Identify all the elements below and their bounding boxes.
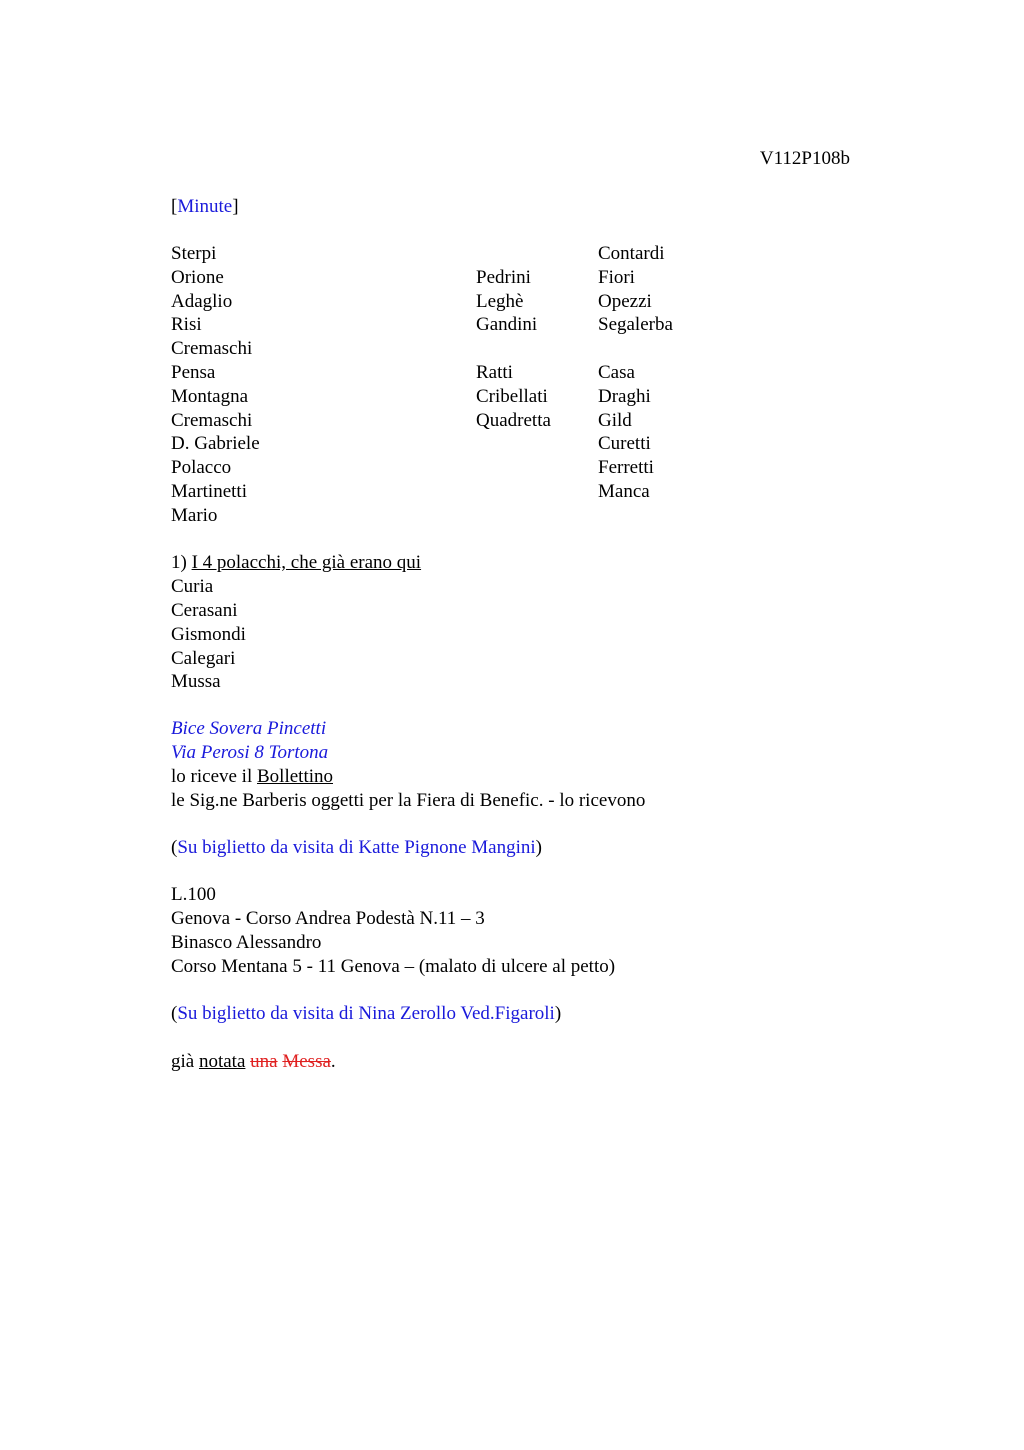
card-note-1-close: ) xyxy=(535,837,542,858)
name-right: Ferretti xyxy=(598,457,654,479)
name-left: Risi xyxy=(171,314,202,336)
name-middle: Gandini xyxy=(476,314,538,336)
name-left: Polacco xyxy=(171,457,232,479)
polish-name: Cerasani xyxy=(171,599,238,621)
name-left: Martinetti xyxy=(171,480,247,502)
address-line-2: le Sig.ne Barberis oggetti per la Fiera di Benefic. - lo ricevono xyxy=(171,789,646,811)
name-middle xyxy=(476,242,551,266)
name-middle: Cribellati xyxy=(476,385,548,407)
name-right: Contardi xyxy=(598,243,665,264)
polish-name: Mussa xyxy=(171,671,221,693)
donations-section xyxy=(171,883,615,979)
name-left: Montagna xyxy=(171,385,249,407)
final-line xyxy=(171,1050,336,1074)
name-left: Orione xyxy=(171,266,224,288)
names-column-left xyxy=(171,242,260,528)
name-left: Cremaschi xyxy=(171,338,253,360)
struck-word-1: una xyxy=(250,1051,278,1072)
donation-line: Corso Mentana 5 - 11 Genova – (malato di ulcere al petto) xyxy=(171,955,616,977)
name-right: Manca xyxy=(598,480,650,502)
name-left: Mario xyxy=(171,504,218,526)
heading-bracket-open: [ xyxy=(171,196,178,217)
names-column-middle xyxy=(476,242,551,432)
name-right: Gild xyxy=(598,409,632,431)
polish-section xyxy=(171,551,421,694)
heading-label: Minute xyxy=(177,196,233,217)
name-middle xyxy=(476,337,551,361)
address-street: Via Perosi 8 Tortona xyxy=(171,741,329,763)
struck-word-2: Messa xyxy=(282,1051,331,1072)
page-code: V112P108b xyxy=(759,148,850,169)
polish-name: Curia xyxy=(171,575,214,597)
name-left: D. Gabriele xyxy=(171,433,260,455)
card-note-1-text: Su biglietto da visita di Katte Pignone Mangini xyxy=(177,837,536,858)
address-line-1-prefix: lo riceve il xyxy=(171,765,257,787)
address-section xyxy=(171,717,645,813)
polish-title: I 4 polacchi, che già erano qui xyxy=(191,552,422,573)
name-middle: Quadretta xyxy=(476,409,551,431)
card-note-1-open: ( xyxy=(171,837,178,858)
card-note-2-text: Su biglietto da visita di Nina Zerollo Ved.Figaroli xyxy=(177,1003,555,1024)
polish-title-line xyxy=(171,551,421,575)
name-left: Sterpi xyxy=(171,243,217,264)
heading xyxy=(171,195,239,219)
polish-number: 1) xyxy=(171,552,192,573)
final-prefix: già xyxy=(171,1051,199,1072)
card-note-2-close: ) xyxy=(554,1003,562,1024)
name-right: Curetti xyxy=(598,433,651,455)
heading-bracket-close: ] xyxy=(232,196,239,217)
name-right: Segalerba xyxy=(598,314,673,336)
name-right: Casa xyxy=(598,361,635,383)
polish-name: Gismondi xyxy=(171,623,246,645)
donation-line: Genova - Corso Andrea Podestà N.11 – 3 xyxy=(171,907,485,929)
address-line-1 xyxy=(171,765,645,789)
card-note-2-open: ( xyxy=(171,1003,178,1024)
name-left: Adaglio xyxy=(171,290,233,312)
names-column-right xyxy=(598,242,673,504)
bollettino-text: Bollettino xyxy=(257,765,333,787)
name-left: Cremaschi xyxy=(171,409,253,431)
name-right: Fiori xyxy=(598,266,635,288)
donation-line: L.100 xyxy=(171,884,216,905)
final-underlined: notata xyxy=(198,1051,246,1072)
name-right: Opezzi xyxy=(598,290,652,312)
name-right xyxy=(598,337,673,361)
donation-line: Binasco Alessandro xyxy=(171,931,322,953)
polish-name: Calegari xyxy=(171,647,236,669)
name-right: Draghi xyxy=(598,385,651,407)
name-middle: Ratti xyxy=(476,361,513,383)
card-note-2 xyxy=(171,1002,561,1026)
name-middle: Pedrini xyxy=(476,266,531,288)
name-left: Pensa xyxy=(171,361,216,383)
card-note-1 xyxy=(171,836,542,860)
final-end: . xyxy=(330,1051,336,1072)
name-middle: Leghè xyxy=(476,290,524,312)
address-name: Bice Sovera Pincetti xyxy=(171,718,327,739)
